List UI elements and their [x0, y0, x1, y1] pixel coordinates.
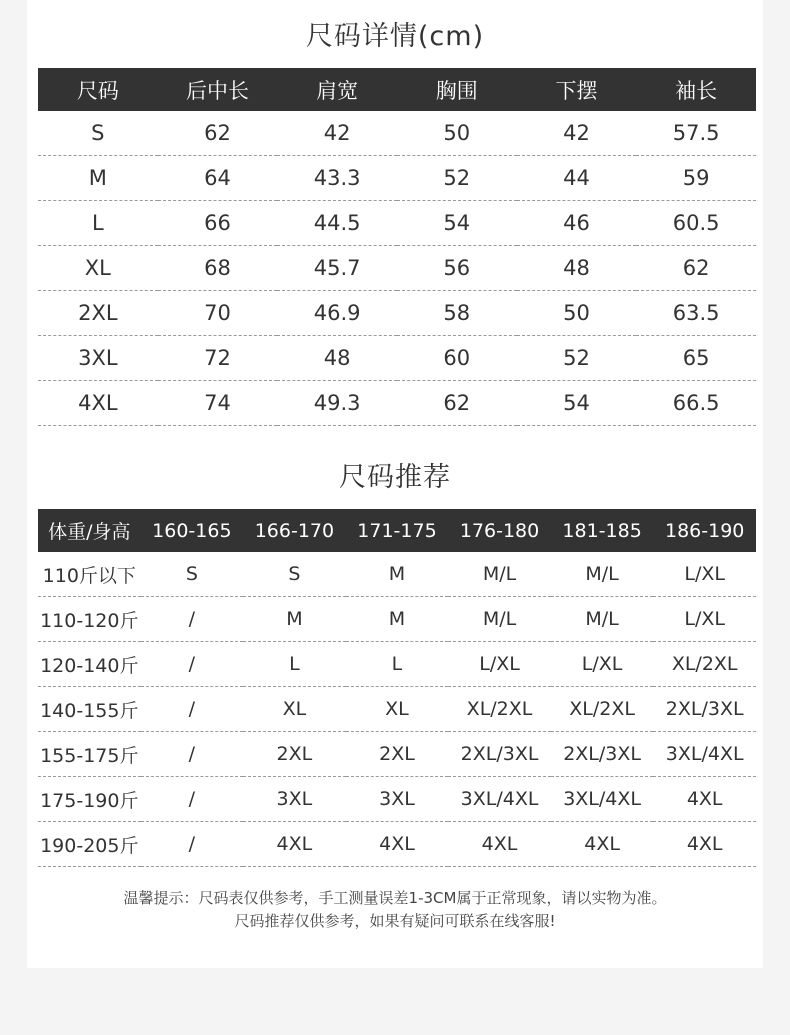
size-details-cell: M: [38, 156, 158, 201]
size-recommend-header-row: [38, 509, 756, 552]
size-recommend-header-cell: 166-170: [243, 509, 346, 552]
size-recommend-cell: M: [346, 597, 449, 642]
size-details-row: [38, 246, 756, 291]
size-details-cell: 46.9: [277, 291, 397, 336]
size-recommend-cell: M: [346, 552, 449, 597]
size-details-cell: 60: [397, 336, 517, 381]
size-details-cell: 62: [636, 246, 756, 291]
size-recommend-cell: M/L: [551, 597, 654, 642]
size-recommend-cell: XL: [243, 687, 346, 732]
size-recommend-cell: 190-205斤: [38, 822, 141, 867]
size-details-cell: 48: [517, 246, 637, 291]
size-details-cell: 42: [277, 111, 397, 156]
size-recommend-header-cell: 体重/身高: [38, 509, 141, 552]
size-recommend-cell: 4XL: [448, 822, 551, 867]
size-details-cell: 2XL: [38, 291, 158, 336]
size-details-cell: 58: [397, 291, 517, 336]
size-details-header-cell: 袖长: [636, 68, 756, 111]
size-recommend-header-cell: 160-165: [141, 509, 244, 552]
size-details-row: [38, 381, 756, 426]
size-recommend-cell: L/XL: [448, 642, 551, 687]
size-recommend-cell: /: [141, 597, 244, 642]
size-details-cell: 68: [158, 246, 278, 291]
size-recommend-cell: /: [141, 642, 244, 687]
size-details-cell: 56: [397, 246, 517, 291]
size-details-cell: 62: [397, 381, 517, 426]
size-recommend-cell: 4XL: [243, 822, 346, 867]
size-details-cell: 50: [397, 111, 517, 156]
size-recommend-cell: 175-190斤: [38, 777, 141, 822]
size-details-header-cell: 下摆: [517, 68, 637, 111]
size-details-header-cell: 胸围: [397, 68, 517, 111]
size-recommend-header-cell: 181-185: [551, 509, 654, 552]
size-details-header-row: [38, 68, 756, 111]
size-recommend-header-cell: 186-190: [653, 509, 756, 552]
size-recommend-cell: 2XL: [243, 732, 346, 777]
size-details-cell: 54: [397, 201, 517, 246]
size-recommend-title: 尺码推荐: [339, 462, 451, 493]
size-recommend-header-cell: 171-175: [346, 509, 449, 552]
size-details-header-cell: 尺码: [38, 68, 158, 111]
size-details-cell: 52: [517, 336, 637, 381]
size-recommend-table: [38, 509, 756, 867]
size-details-row: [38, 111, 756, 156]
size-recommend-row: [38, 552, 756, 597]
size-details-cell: 43.3: [277, 156, 397, 201]
size-recommend-cell: 140-155斤: [38, 687, 141, 732]
size-details-cell: 64: [158, 156, 278, 201]
size-recommend-cell: XL/2XL: [653, 642, 756, 687]
size-recommend-cell: 4XL: [346, 822, 449, 867]
size-recommend-cell: S: [243, 552, 346, 597]
size-recommend-cell: L/XL: [551, 642, 654, 687]
size-recommend-cell: XL/2XL: [551, 687, 654, 732]
size-recommend-cell: M: [243, 597, 346, 642]
size-recommend-cell: 3XL/4XL: [653, 732, 756, 777]
size-recommend-cell: M/L: [551, 552, 654, 597]
size-recommend-cell: 3XL/4XL: [551, 777, 654, 822]
size-details-cell: 66: [158, 201, 278, 246]
size-details-row: [38, 336, 756, 381]
size-recommend-cell: 4XL: [653, 777, 756, 822]
size-details-cell: XL: [38, 246, 158, 291]
size-details-cell: 62: [158, 111, 278, 156]
size-recommend-cell: 4XL: [551, 822, 654, 867]
size-recommend-row: [38, 642, 756, 687]
size-recommend-cell: 4XL: [653, 822, 756, 867]
size-details-header-cell: 肩宽: [277, 68, 397, 111]
tip-line-2: 尺码推荐仅供参考，如果有疑问可联系在线客服!: [234, 912, 556, 930]
size-details-cell: 46: [517, 201, 637, 246]
size-recommend-cell: L: [346, 642, 449, 687]
size-recommend-cell: 3XL: [346, 777, 449, 822]
size-details-cell: 54: [517, 381, 637, 426]
size-recommend-cell: 110-120斤: [38, 597, 141, 642]
size-details-title: 尺码详情(cm): [305, 21, 485, 52]
size-details-cell: 59: [636, 156, 756, 201]
size-details-cell: 74: [158, 381, 278, 426]
size-chart-sheet: [27, 0, 763, 968]
size-details-cell: 45.7: [277, 246, 397, 291]
size-recommend-row: [38, 597, 756, 642]
size-recommend-cell: 2XL: [346, 732, 449, 777]
size-details-cell: 60.5: [636, 201, 756, 246]
size-details-cell: 50: [517, 291, 637, 336]
size-details-cell: 66.5: [636, 381, 756, 426]
size-recommend-cell: L/XL: [653, 552, 756, 597]
size-recommend-cell: /: [141, 777, 244, 822]
size-recommend-cell: XL/2XL: [448, 687, 551, 732]
size-details-cell: L: [38, 201, 158, 246]
size-recommend-cell: /: [141, 822, 244, 867]
size-recommend-cell: 2XL/3XL: [448, 732, 551, 777]
size-recommend-row: [38, 687, 756, 732]
size-recommend-cell: 3XL/4XL: [448, 777, 551, 822]
size-recommend-cell: XL: [346, 687, 449, 732]
size-recommend-cell: 2XL/3XL: [551, 732, 654, 777]
size-recommend-header-cell: 176-180: [448, 509, 551, 552]
size-details-cell: 70: [158, 291, 278, 336]
size-details-cell: 48: [277, 336, 397, 381]
size-details-cell: 72: [158, 336, 278, 381]
size-details-cell: 44: [517, 156, 637, 201]
size-details-cell: 3XL: [38, 336, 158, 381]
size-details-row: [38, 291, 756, 336]
size-recommend-cell: 110斤以下: [38, 552, 141, 597]
size-recommend-cell: M/L: [448, 597, 551, 642]
size-recommend-cell: 120-140斤: [38, 642, 141, 687]
size-details-cell: S: [38, 111, 158, 156]
size-recommend-row: [38, 732, 756, 777]
size-details-cell: 52: [397, 156, 517, 201]
size-recommend-cell: 2XL/3XL: [653, 687, 756, 732]
size-details-cell: 65: [636, 336, 756, 381]
size-recommend-cell: /: [141, 732, 244, 777]
size-recommend-cell: L: [243, 642, 346, 687]
size-details-row: [38, 156, 756, 201]
size-recommend-cell: L/XL: [653, 597, 756, 642]
tip-line-1: 温馨提示：尺码表仅供参考，手工测量误差1-3CM属于正常现象，请以实物为准。: [123, 889, 667, 907]
size-recommend-cell: 155-175斤: [38, 732, 141, 777]
tips-notes: [27, 887, 763, 933]
size-details-cell: 49.3: [277, 381, 397, 426]
size-recommend-row: [38, 822, 756, 867]
size-recommend-row: [38, 777, 756, 822]
size-details-cell: 4XL: [38, 381, 158, 426]
size-details-row: [38, 201, 756, 246]
size-details-header-cell: 后中长: [158, 68, 278, 111]
size-details-cell: 44.5: [277, 201, 397, 246]
size-recommend-cell: M/L: [448, 552, 551, 597]
size-details-table: [38, 68, 756, 426]
size-details-cell: 57.5: [636, 111, 756, 156]
size-details-cell: 63.5: [636, 291, 756, 336]
size-recommend-cell: S: [141, 552, 244, 597]
size-recommend-cell: /: [141, 687, 244, 732]
size-details-cell: 42: [517, 111, 637, 156]
size-recommend-cell: 3XL: [243, 777, 346, 822]
